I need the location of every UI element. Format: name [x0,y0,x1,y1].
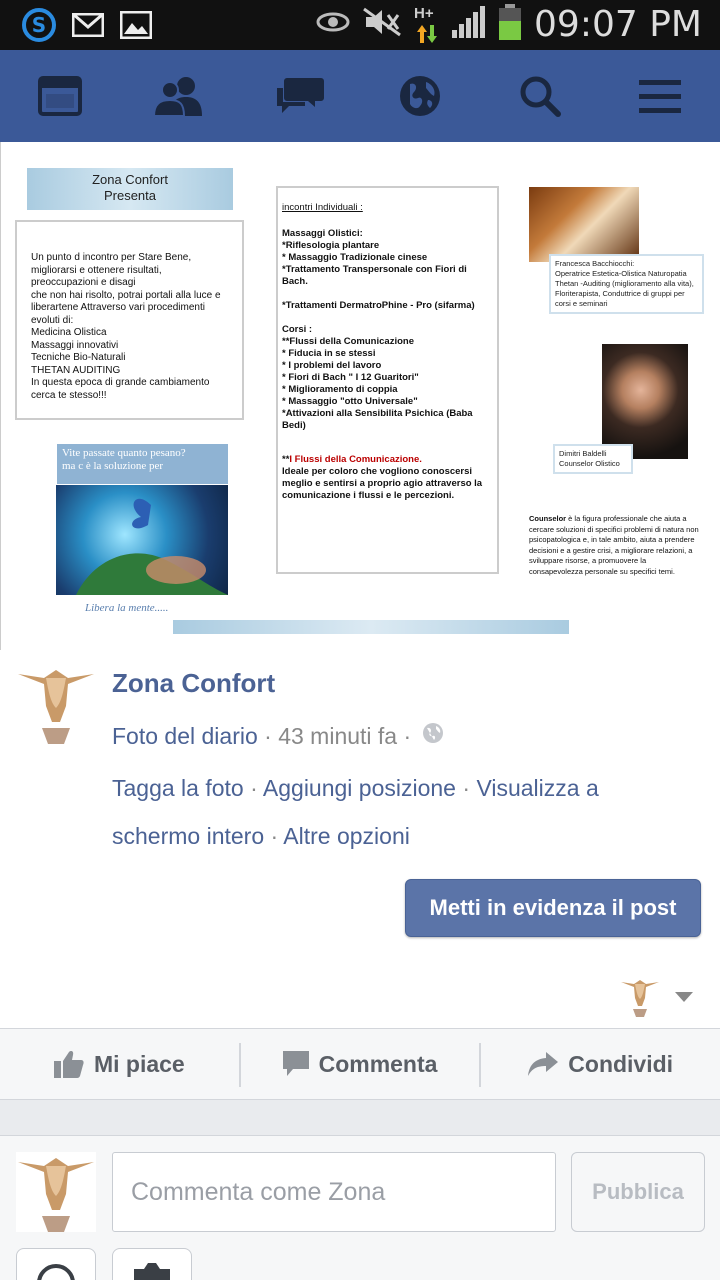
network-type: H+ [414,4,434,22]
poster-person1-desc: Operatrice Estetica-Olistica Naturopatia Thetan -Auditing (miglioramento alla vita), Floriterapista, Conduttrice di gruppi per corsi e seminari [555,269,694,308]
nav-menu[interactable] [620,56,700,136]
poster-intro-line: migliorarsi e ottenere risultati, [31,264,162,276]
search-icon [519,75,561,117]
link-separator: · [264,823,284,849]
poster-service-line: * Massaggio Tradizionale cinese [282,252,428,263]
fullscreen-link[interactable]: Visualizza a schermo intero [112,775,599,849]
chevron-down-icon[interactable] [675,992,693,1002]
eye-icon [316,11,350,38]
poster-highlight-prefix: ** [282,454,290,465]
signal-icon [452,6,486,43]
poster-service-line: *Attivazioni alla Sensibilita Psichica (Baba Bedi) [282,408,473,431]
comment-button[interactable] [241,1029,480,1099]
post-time[interactable]: 43 minuti fa [278,722,398,749]
nav-friends[interactable] [140,56,220,136]
data-arrows-icon [414,5,440,45]
poster-highlight-title: I Flussi della Comunicazione. [289,454,422,465]
poster-highlight-desc: Ideale per coloro che vogliono conoscersi meglio e sentirsi a proprio agio attraverso la comunicazione i flussi e le percezioni. [282,466,483,501]
poster-intro-line: evoluti di: [31,314,74,326]
news-feed-icon [38,76,82,116]
comment-icon [283,1051,309,1077]
poster-title-line1: Zona Confort [92,172,168,187]
image-icon [120,11,152,44]
thumbs-up-icon [54,1050,84,1078]
post-author[interactable]: Zona Confort [112,668,276,698]
like-button[interactable] [0,1029,239,1099]
poster-massage-photo [529,187,639,262]
poster-bottom-bar [173,620,569,634]
poster-service-line: *Trattamento Transpersonale con Fiori di Bach. [282,264,467,287]
poster-service-line: *Trattamenti DermatroPhine - Pro (sifarma) [282,300,475,311]
page-selector-avatar[interactable] [620,977,660,1017]
poster-person1-name: Francesca Bacchiocchi: [555,259,635,268]
menu-icon [639,78,681,114]
comment-composer [0,1136,720,1280]
post-source-link[interactable]: Foto del diario [112,722,258,749]
comment-input[interactable]: Commenta come Zona [112,1152,556,1232]
status-bar [0,0,720,50]
meta-separator: · [257,722,279,749]
poster-intro-line: In questa epoca di grande cambiamento [31,377,210,388]
tag-photo-link[interactable]: Tagga la foto [112,775,244,801]
poster-intro-line: THETAN AUDITING [31,364,121,376]
add-location-link[interactable]: Aggiungi posizione [262,775,456,801]
poster-person1-label [549,254,704,314]
post-action-links [112,764,672,860]
nav-notifications[interactable] [380,56,460,136]
poster-libera-text: Libera la mente..... [85,602,169,614]
post-meta [112,722,444,750]
poster-service-line [282,312,493,324]
smiley-icon [36,1263,76,1280]
post-actions-bar [0,1028,720,1100]
nav-search[interactable] [500,56,580,136]
poster-portrait-photo [602,344,688,459]
poster-service-line [282,288,493,300]
poster-service-line: * Massaggio "otto Universale" [282,396,418,407]
share-arrow-icon [528,1052,558,1076]
poster-title-line2: Presenta [103,188,157,203]
poster-intro-line: che non hai risolto, potrai portali alla luce e [31,289,221,301]
avatar [16,1152,96,1232]
poster-service-line: Massaggi Olistici: [282,228,363,239]
more-options-link[interactable]: Altre opzioni [283,823,410,849]
poster-person2-label [553,444,633,474]
camera-icon [132,1263,172,1280]
poster-title [27,168,233,210]
poster-counselor-text [529,514,699,577]
poster-counselor-bold: Counselor [529,514,567,523]
post-photo[interactable] [0,142,720,650]
battery-icon [498,4,522,45]
like-label: Mi piace [93,1050,185,1077]
mute-icon [362,7,402,42]
poster-intro-line: liberartene Attraverso vari procedimenti [31,302,205,313]
publish-button[interactable]: Pubblica [571,1152,705,1232]
facebook-navbar [0,50,720,142]
link-separator: · [243,775,263,801]
poster-butterfly-image [56,485,228,595]
poster-intro-line: Medicina Olistica [31,327,107,338]
mail-icon [72,13,104,42]
public-globe-icon [422,722,444,750]
avatar[interactable] [16,664,96,744]
svg-text:S: S [31,13,47,37]
nav-messages[interactable] [260,56,340,136]
sticker-button[interactable] [16,1248,96,1280]
messages-icon [275,76,325,116]
poster-intro-line: Un punto d incontro per Stare Bene, [31,252,192,263]
meta-separator: · [397,722,418,749]
link-separator: · [455,775,477,801]
skype-icon [22,8,56,47]
poster-service-line: * Miglioramento di coppia [282,384,398,395]
nav-news-feed[interactable] [20,56,100,136]
section-gap [0,1100,720,1136]
poster-intro-box [15,220,244,420]
poster-vite-banner [57,444,228,484]
poster-services-heading: incontri Individuali : [282,202,363,213]
poster-intro-line: preoccupazioni e disagi [31,277,136,288]
comment-label: Commenta [318,1050,438,1077]
poster-highlight [282,454,493,466]
poster-intro-line: Massaggi innovativi [31,339,119,351]
share-button[interactable] [481,1029,720,1099]
poster-counselor-desc: è la figura professionale che aiuta a cercare soluzioni di specifici problemi di natura non psicopatologica e, in tale ambito, aiuta a prendere decisioni e a gestire crisi, a migliorare relazioni, a sviluppare risorse, a promuovere la consapevolezza personale su specifici temi. [529,514,699,576]
poster-service-line: *Riflesologia plantare [282,240,380,251]
poster-service-line: Corsi : [282,324,313,335]
poster-service-line: * Fiducia in se stessi [282,348,376,359]
poster-service-line: * Fiori di Bach " I 12 Guaritori" [282,372,419,383]
poster-service-line: **Flussi della Comunicazione [282,336,414,347]
poster-services-box [276,186,499,574]
friends-icon [154,76,206,116]
poster-person2-desc: Counselor Olistico [559,459,620,468]
poster-intro-line: Tecniche Bio-Naturali [31,352,126,363]
poster-person2-name: Dimitri Baldelli [559,449,607,458]
poster-vite-line2: ma c è la soluzione per [62,460,164,472]
poster-intro-line: cerca te stesso!!! [31,389,107,401]
share-label: Condividi [568,1050,674,1077]
globe-icon [398,74,442,118]
poster-service-line: * I problemi del lavoro [282,360,382,371]
poster-vite-line1: Vite passate quanto pesano? [62,447,186,459]
boost-post-button[interactable]: Metti in evidenza il post [405,879,701,937]
camera-button[interactable] [112,1248,192,1280]
post-card [0,650,720,1028]
clock: 09:07 PM [534,4,702,45]
